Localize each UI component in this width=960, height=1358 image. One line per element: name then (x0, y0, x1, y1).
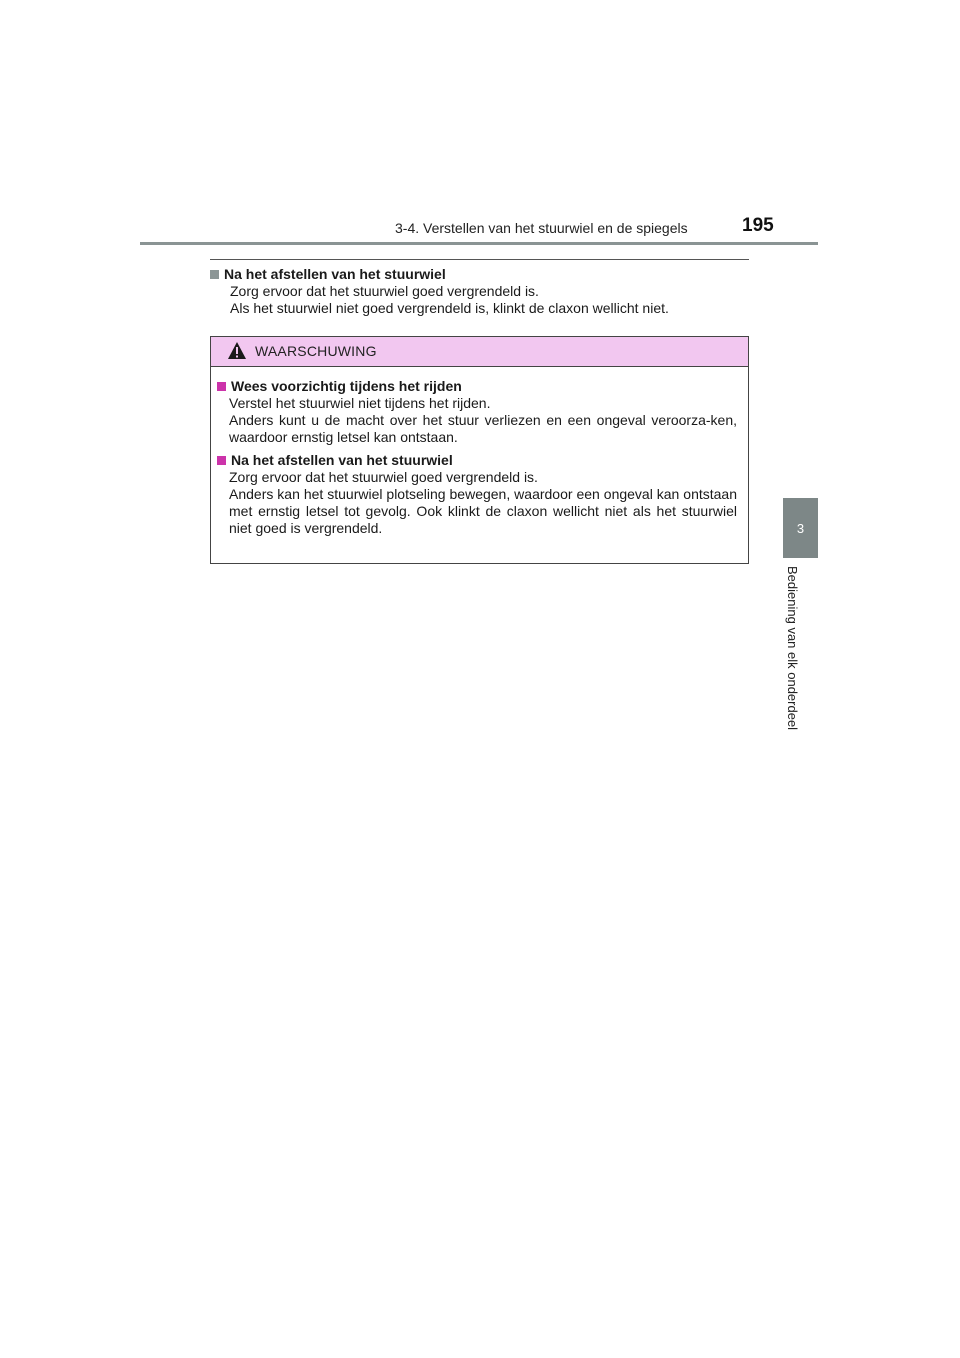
section-line: Zorg ervoor dat het stuurwiel goed vergrendeld is. (230, 283, 539, 299)
warning-item-heading-text: Wees voorzichtig tijdens het rijden (231, 378, 462, 394)
square-bullet-icon (210, 270, 219, 279)
page-number: 195 (742, 215, 774, 236)
warning-item (217, 452, 741, 537)
warning-item-body (217, 395, 741, 446)
square-bullet-icon (217, 456, 226, 465)
section-line: Als het stuurwiel niet goed vergrendeld is, klinkt de claxon wellicht niet. (230, 300, 669, 316)
section-heading-text: Na het afstellen van het stuurwiel (224, 266, 446, 282)
warning-item-heading (217, 378, 741, 395)
chapter-side-label: Bediening van elk onderdeel (785, 566, 800, 731)
warning-line: Anders kunt u de macht over het stuur verliezen en een ongeval veroorza-ken, waardoor ernstig letsel kan ontstaan. (229, 412, 737, 445)
warning-label: WAARSCHUWING (255, 343, 377, 359)
square-bullet-icon (217, 382, 226, 391)
chapter-tab: 3 (783, 498, 818, 558)
warning-line: Zorg ervoor dat het stuurwiel goed vergrendeld is. (229, 469, 538, 485)
warning-box (210, 336, 749, 564)
section-heading (210, 266, 750, 283)
warning-header (211, 337, 748, 367)
warning-line: Verstel het stuurwiel niet tijdens het rijden. (229, 395, 491, 411)
warning-body (211, 367, 748, 537)
info-section (210, 266, 750, 317)
warning-triangle-icon (227, 341, 247, 360)
section-body (210, 283, 750, 317)
section-rule (210, 259, 749, 260)
warning-item-body (217, 469, 741, 537)
warning-item-heading (217, 452, 741, 469)
warning-item (217, 378, 741, 446)
header-rule (140, 242, 818, 245)
chapter-title: 3-4. Verstellen van het stuurwiel en de spiegels (395, 220, 688, 236)
warning-line: Anders kan het stuurwiel plotseling bewegen, waardoor een ongeval kan ontstaan met ernstig letsel tot gevolg. Ook klinkt de claxon wellicht niet als het stuurwiel niet goed is vergrendeld. (229, 486, 737, 536)
warning-item-heading-text: Na het afstellen van het stuurwiel (231, 452, 453, 468)
